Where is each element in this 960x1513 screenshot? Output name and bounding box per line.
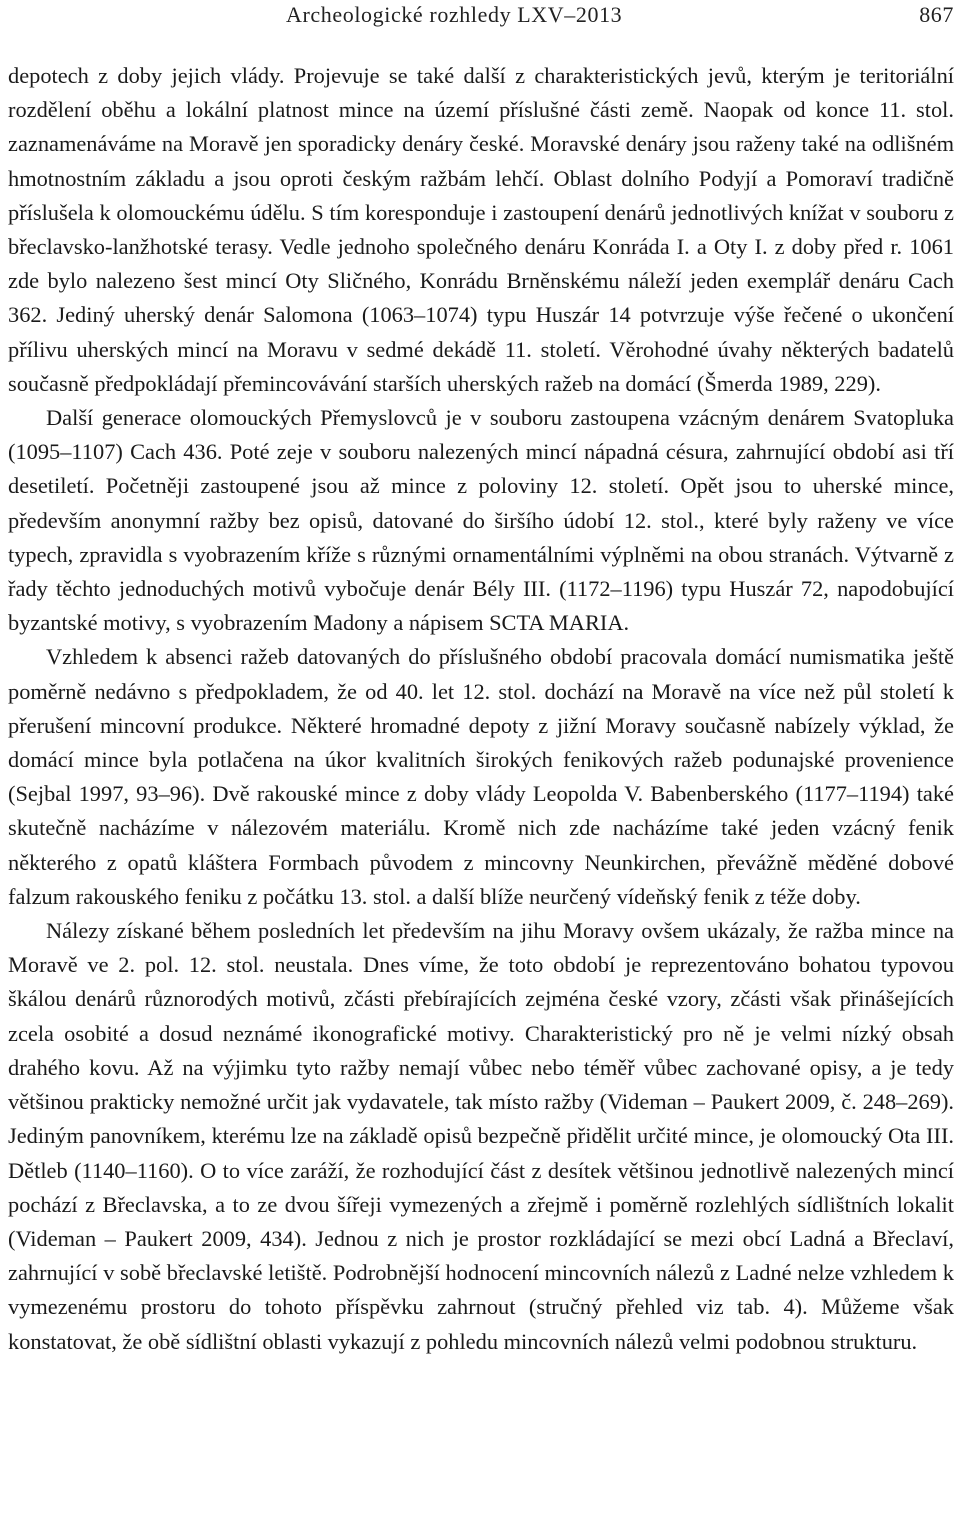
- paragraph: Další generace olomouckých Přemyslovců je v souboru zastoupena vzácným denárem Svatopluka (1095–1107) Cach 436. Poté zeje v souboru nalezených mincí nápadná césura, zahrnující období asi tří desetiletí. Početněji zastoupené jsou až mince z poloviny 12. století. Opět jsou to uherské mince, především anonymní ražby bez opisů, datované do širšího údobí 12. stol., které byly raženy ve více typech, zpravidla s vyobrazením kříže s různými ornamentálními výplněmi na obou stranách. Výtvarně z řady těchto jednoduchých motivů vybočuje denár Bély III. (1172–1196) typu Huszár 72, napodobující byzantské motivy, s vyobrazením Madony a nápisem SCTA MARIA.: [8, 405, 954, 636]
- paragraph: Nálezy získané během posledních let především na jihu Moravy ovšem ukázaly, že ražba mince na Moravě ve 2. pol. 12. stol. neustala. Dnes víme, že toto období je reprezentováno bohatou typovou škálou denárů různorodých motivů, zčásti přebírajících zejména české vzory, zčásti však přinášejících zcela osobité a dosud neznámé ikonografické motivy. Charakteristický pro ně je velmi nízký obsah drahého kovu. Až na výjimku tyto ražby nemají vůbec nebo téměř vůbec zachované opisy, a je tedy většinou prakticky nemožné určit jak vydavatele, tak místo ražby (Videman – Paukert 2009, č. 248–269). Jediným panovníkem, kterému lze na základě opisů bezpečně přidělit určité mince, je olomoucký Ota III. Dětleb (1140–1160). O to více zaráží, že rozhodující část z desítek většinou jednotlivě nalezených mincí pochází z Břeclavska, a to ze dvou šířeji vymezených a zřejmě i poměrně rozlehlých sídlištních lokalit (Videman – Paukert 2009, 434). Jednou z nich je prostor rozkládající se mezi obcí Ladná a Břeclaví, zahrnující v sobě břeclavské letiště. Podrobnější hodnocení mincovních nálezů z Ladné nelze vzhledem k vymezenému prostoru do tohoto příspěvku zahrnout (stručný přehled viz tab. 4). Můžeme však konstatovat, že obě sídlištní oblasti vykazují z pohledu mincovních nálezů velmi podobnou strukturu.: [8, 918, 954, 1354]
- page-number: 867: [919, 2, 954, 27]
- paragraph: depotech z doby jejich vlády. Projevuje se také další z charakteristických jevů, kterým je teritoriální rozdělení oběhu a lokální platnost mince na území příslušné části země. Naopak od konce 11. stol. zaznamenáváme na Moravě jen sporadicky denáry české. Moravské denáry jsou raženy také na odlišném hmotnostním základu a jsou oproti českým ražbám lehčí. Oblast dolního Podyjí a Pomoraví tradičně příslušela k olomouckému údělu. S tím koresponduje i zastoupení denárů jednotlivých knížat v souboru z břeclavsko-lanžhotské terasy. Vedle jednoho společného denáru Konráda I. a Oty I. z doby před r. 1061 zde bylo nalezeno šest mincí Oty Sličného, Konrádu Brněnskému náleží jeden exemplář denáru Cach 362. Jediný uherský denár Salomona (1063–1074) typu Huszár 14 potvrzuje výše řečené o ukončení přílivu uherských mincí na Moravu v sedmé dekádě 11. století. Věrohodné úvahy některých badatelů současně předpokládají přemincovávání starších uherských ražeb na domácí (Šmerda 1989, 229).: [8, 63, 954, 396]
- paragraph: Vzhledem k absenci ražeb datovaných do příslušného období pracovala domácí numismatika ještě poměrně nedávno s předpokladem, že od 40. let 12. stol. dochází na Moravě na více než půl století k přerušení mincovní produkce. Některé hromadné depoty z jižní Moravy současně nabízely výklad, že domácí mince byla potlačena na úkor kvalitních širokých fenikových ražeb podunajské provenience (Sejbal 1997, 93–96). Dvě rakouské mince z doby vlády Leopolda V. Babenberského (1177–1194) také skutečně nacházíme v nálezovém materiálu. Kromě nich zde nacházíme také jeden vzácný fenik některého z opatů kláštera Formbach původem z mincovny Neunkirchen, převážně měděné dobové falzum rakouského feniku z počátku 13. stol. a další blíže neurčený vídeňský fenik z téže doby.: [8, 644, 954, 909]
- page: [8, 0, 954, 1359]
- running-header: [8, 0, 954, 30]
- body-text: [8, 59, 954, 1359]
- journal-title: Archeologické rozhledy LXV–2013: [286, 2, 623, 27]
